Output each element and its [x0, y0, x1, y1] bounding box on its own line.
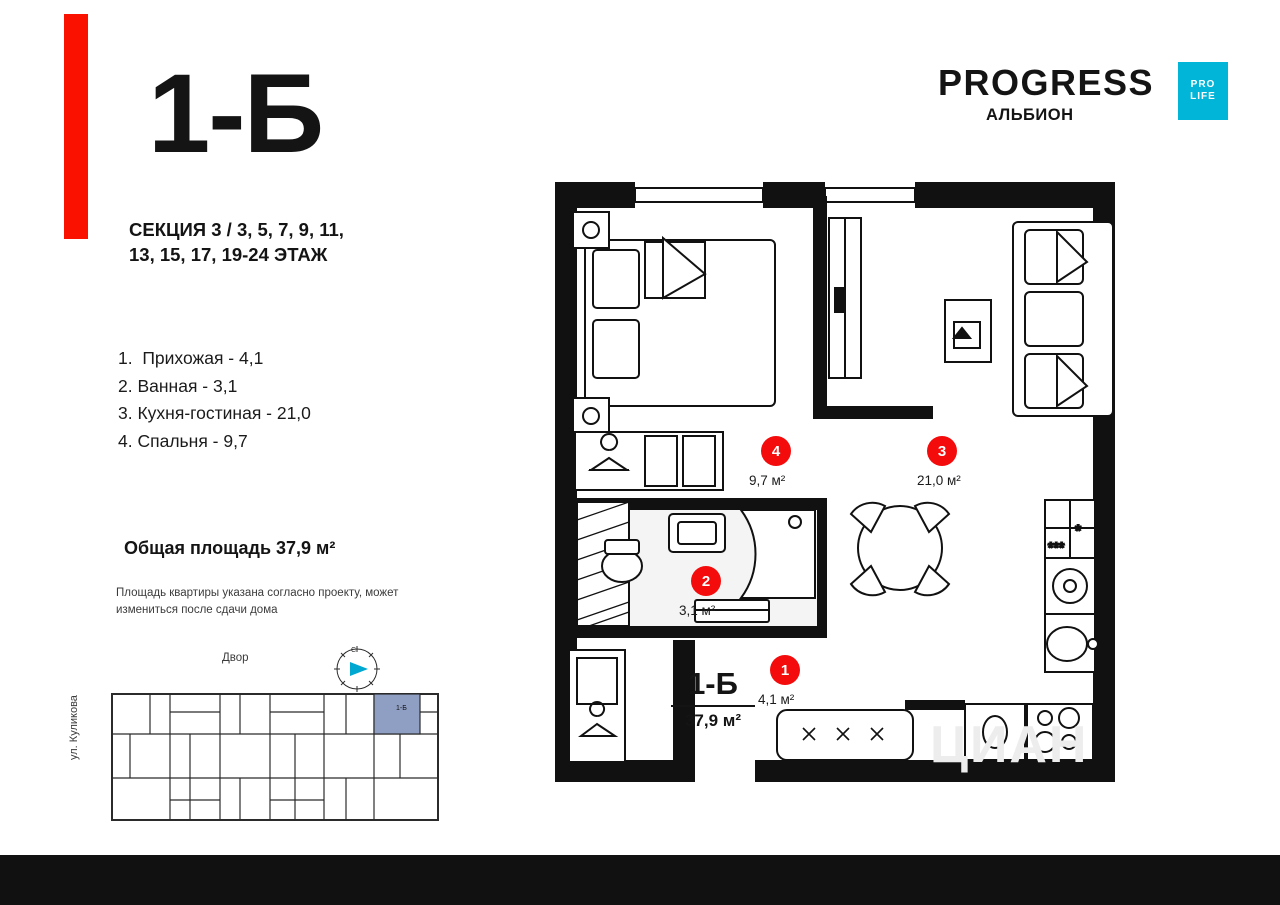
room-label: Кухня-гостиная - 21,0 [137, 403, 311, 424]
svg-text:*: * [1075, 523, 1082, 540]
svg-text:1-Б: 1-Б [396, 705, 407, 712]
room-marker-1[interactable]: 1 [770, 655, 800, 685]
badge-line-2: LIFE [1190, 91, 1216, 102]
watermark: ЦИАН [930, 716, 1089, 774]
yard-label: Двор [222, 652, 249, 664]
svg-text:С: С [351, 647, 357, 654]
divider [671, 705, 755, 707]
room-label: Ванная - 3,1 [137, 375, 238, 396]
room-index: 1. [118, 348, 133, 368]
centre-area-text: 37,9 м² [684, 710, 742, 730]
badge-line-1: PRO [1190, 78, 1216, 90]
building-outline-plan [110, 692, 440, 822]
room-marker-3[interactable]: 3 [927, 436, 957, 466]
list-item [118, 345, 448, 373]
room-index: 2. [118, 375, 133, 396]
section-line-1: СЕКЦИЯ 3 / 3, 5, 7, 9, 11, [129, 219, 344, 240]
brand-logo [938, 62, 1228, 132]
pro-life-badge [1178, 62, 1228, 120]
centre-code-text: 1-Б [688, 666, 738, 701]
area-disclaimer-note: Площадь квартиры указана согласно проекту, может измениться после сдачи дома [116, 587, 399, 616]
brand-subtitle: АЛЬБИОН [986, 106, 1074, 124]
page-title: 1-Б [148, 51, 323, 176]
room-area-2: 3,1 м² [679, 603, 716, 618]
section-info [129, 218, 419, 268]
room-label: Спальня - 9,7 [137, 430, 248, 451]
street-label: ул. Куликова [68, 695, 80, 760]
room-area-3: 21,0 м² [917, 473, 961, 488]
total-area-label: Общая площадь 37,9 м² [124, 538, 336, 558]
section-line-2: 13, 15, 17, 19-24 ЭТАЖ [129, 243, 328, 265]
list-item [118, 428, 448, 456]
room-marker-2[interactable]: 2 [691, 566, 721, 596]
key-plan [68, 640, 410, 825]
room-area-4: 9,7 м² [749, 473, 786, 488]
bottom-black-bar [0, 855, 1280, 905]
plan-centre-label [653, 668, 773, 731]
list-item [118, 400, 448, 428]
room-index: 3. [118, 403, 133, 424]
brand-name: PROGRESS [938, 62, 1155, 103]
list-item [118, 373, 448, 401]
floor-plan-drawing [545, 170, 1145, 795]
room-legend-list [118, 345, 448, 456]
room-marker-4[interactable]: 4 [761, 436, 791, 466]
room-label: Прихожая - 4,1 [142, 348, 264, 368]
room-index: 4. [118, 430, 133, 451]
svg-text:***: *** [1048, 539, 1065, 555]
compass-icon [330, 642, 384, 696]
room-area-1: 4,1 м² [758, 692, 795, 707]
apartment-floor-plan [545, 170, 1145, 795]
red-accent-bar [64, 14, 88, 239]
